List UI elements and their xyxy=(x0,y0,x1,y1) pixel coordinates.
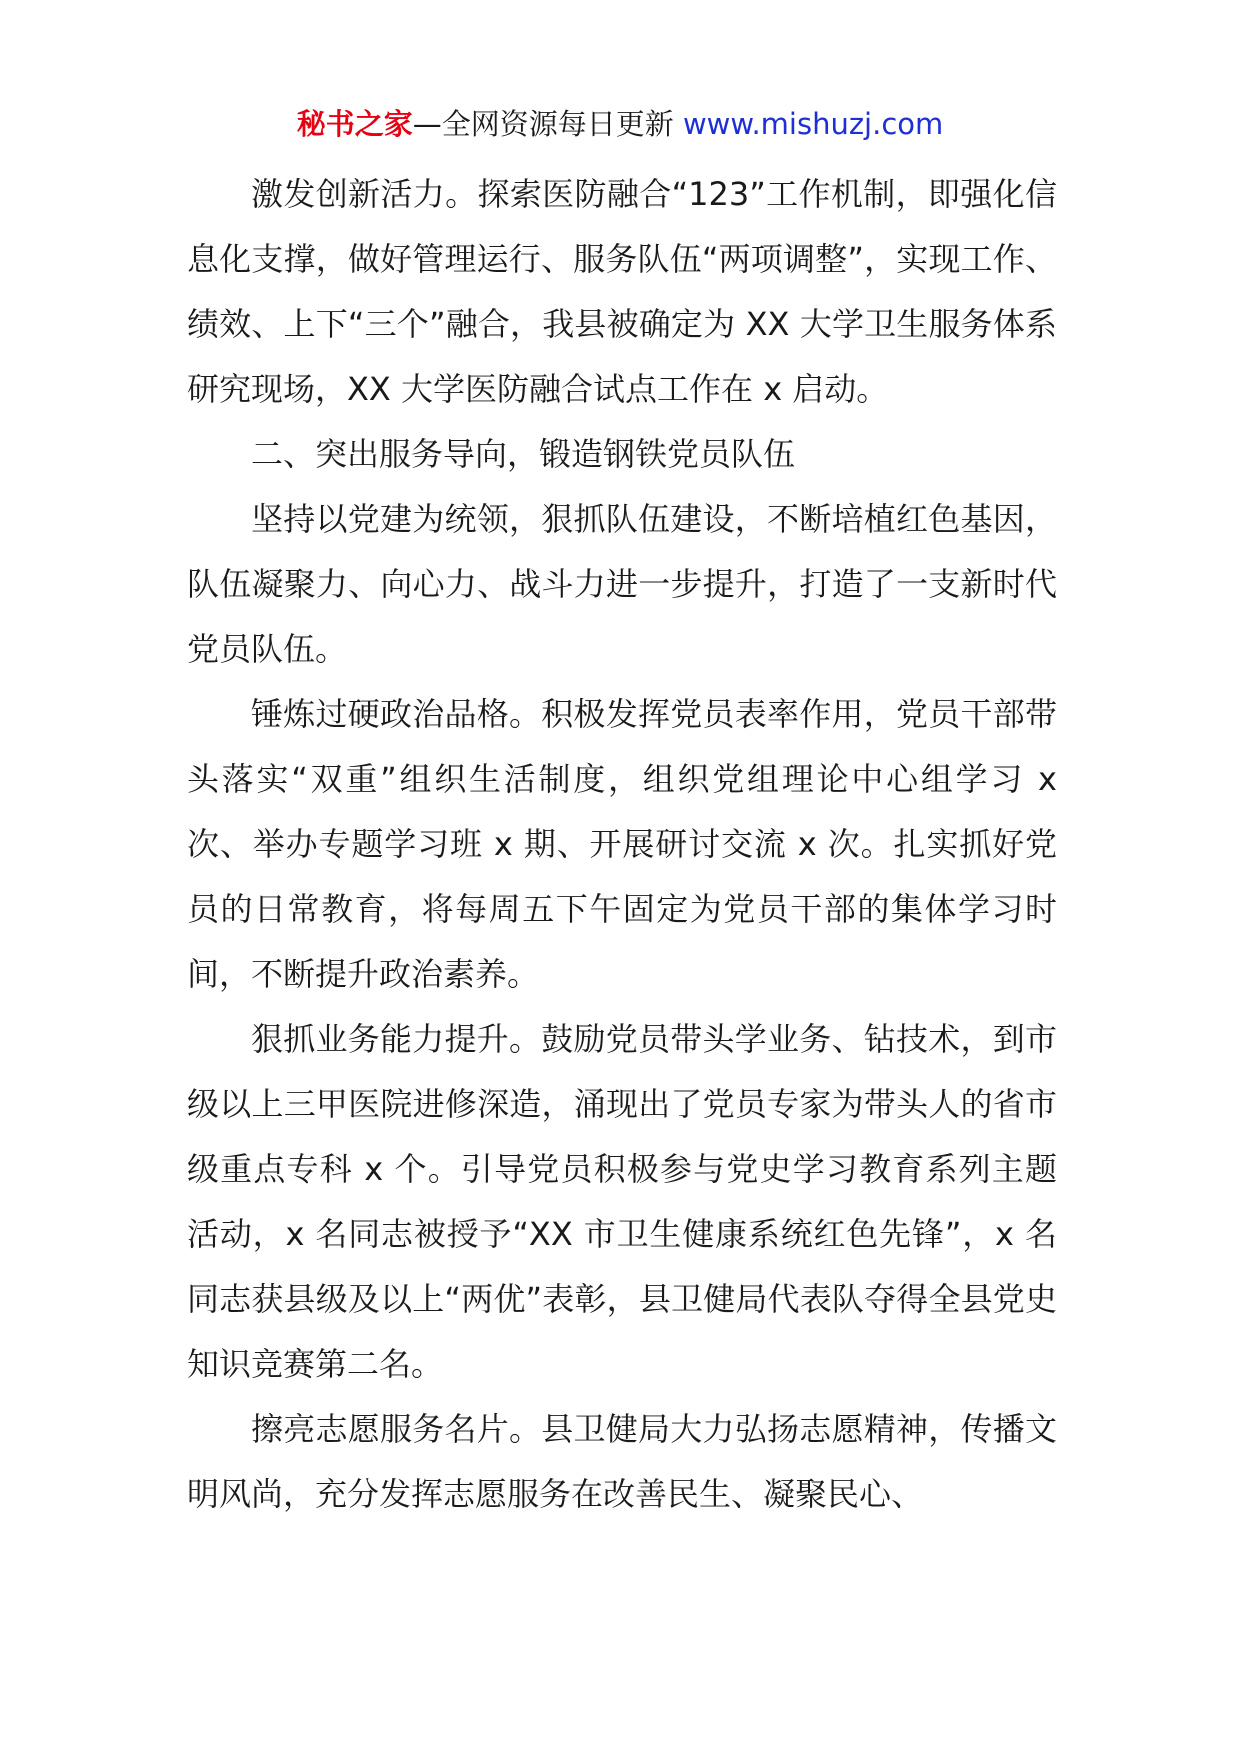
paragraph-political-quality: 锤炼过硬政治品格。积极发挥党员表率作用，党员干部带头落实“双重”组织生活制度，组织党组理论中心组学习 x 次、举办专题学习班 x 期、开展研讨交流 x 次。扎实抓好党员的日常教育，将每周五下午固定为党员干部的集体学习时间，不断提升政治素养。 xyxy=(187,695,1057,993)
paragraph-volunteer-service: 擦亮志愿服务名片。县卫健局大力弘扬志愿精神，传播文明风尚，充分发挥志愿服务在改善民生、凝聚民心、 xyxy=(187,1410,1057,1513)
paragraph-professional-ability: 狠抓业务能力提升。鼓励党员带头学业务、钻技术，到市级以上三甲医院进修深造，涌现出了党员专家为带头人的省市级重点专科 x 个。引导党员积极参与党史学习教育系列主题活动，x 名同志被授予“XX 市卫生健康系统红色先锋”，x 名同志获县级及以上“两优”表彰，县卫健局代表队夺得全县党史知识竞赛第二名。 xyxy=(187,1020,1057,1383)
header-slogan: —全网资源每日更新 xyxy=(412,107,683,141)
paragraph-team-building: 坚持以党建为统领，狠抓队伍建设，不断培植红色基因，队伍凝聚力、向心力、战斗力进一步提升，打造了一支新时代党员队伍。 xyxy=(187,500,1057,668)
document-body xyxy=(187,162,1057,1527)
header-url-link[interactable]: www.mishuzj.com xyxy=(682,107,944,141)
section-heading-2: 二、突出服务导向，锻造钢铁党员队伍 xyxy=(251,435,796,473)
header-brand: 秘书之家 xyxy=(296,107,413,141)
page-header xyxy=(0,104,1240,144)
paragraph-innovation: 激发创新活力。探索医防融合“123”工作机制，即强化信息化支撑，做好管理运行、服务队伍“两项调整”，实现工作、绩效、上下“三个”融合，我县被确定为 XX 大学卫生服务体系研究现场，XX 大学医防融合试点工作在 x 启动。 xyxy=(187,175,1057,408)
